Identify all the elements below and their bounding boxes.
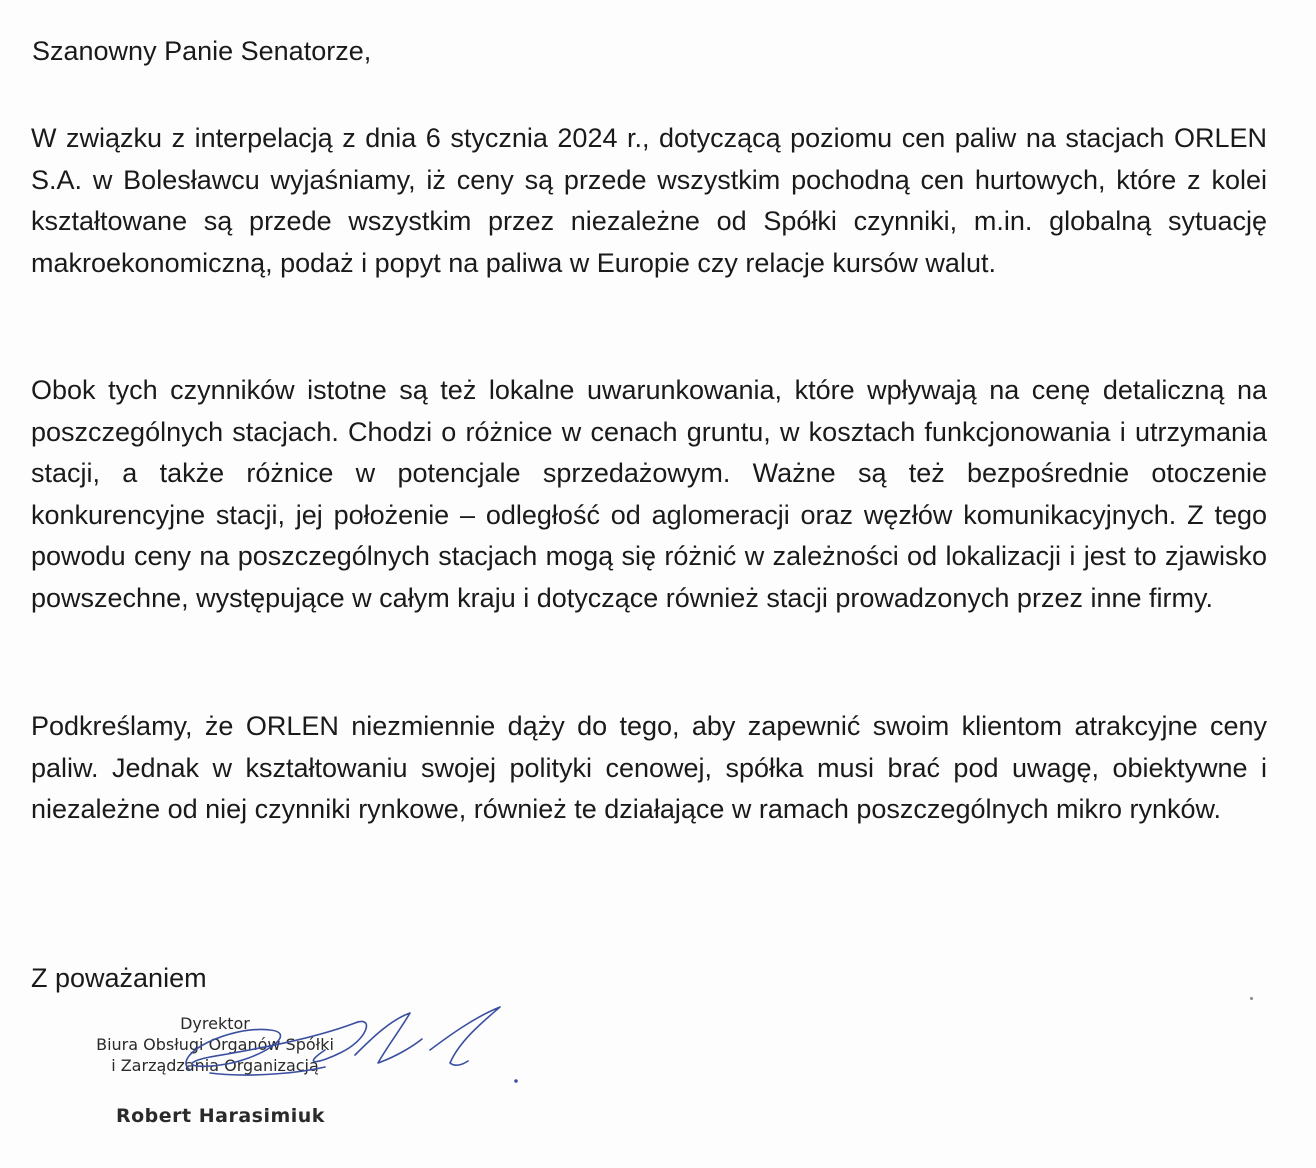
handwritten-signature [150,995,530,1095]
paragraph-1: W związku z interpelacją z dnia 6 stycznia 2024 r., dotyczącą poziomu cen paliw na stacjach ORLEN S.A. w Bolesławcu wyjaśniamy, iż ceny są przede wszystkim pochodną cen hurtowych, które z kolei kształtowane są przede wszystkim przez niezależne od Spółki czynniki, m.in. globalną sytuację makroekonomiczną, podaż i popyt na paliwa w Europie czy relacje kursów walut. [31,123,1267,278]
stamp-department-cont: i Zarządzania Organizacją [111,1056,319,1075]
scan-speck [1250,997,1253,1000]
stamp-department: Biura Obsługi Organów Spółki [96,1035,334,1054]
paragraph-3: Podkreślamy, że ORLEN niezmiennie dąży do tego, aby zapewnić swoim klientom atrakcyjne ceny paliw. Jednak w kształtowaniu swojej polityki cenowej, spółka musi brać pod uwagę, obiektywne i niezależne od niej czynniki rynkowe, również te działające w ramach poszczególnych mikro rynków. [31,711,1267,824]
salutation: Szanowny Panie Senatorze, [32,36,372,66]
stamp-title: Dyrektor [180,1014,250,1033]
paragraph-2: Obok tych czynników istotne są też lokalne uwarunkowania, które wpływają na cenę detaliczną na poszczególnych stacjach. Chodzi o różnice w cenach gruntu, w kosztach funkcjonowania i utrzymania stacji, a także różnice w potencjale sprzedażowym. Ważne są też bezpośrednie otoczenie konkurencyjne stacji, jej położenie – odległość od aglomeracji oraz węzłów komunikacyjnych. Z tego powodu ceny na poszczególnych stacjach mogą się różnić w zależności od lokalizacji i jest to zjawisko powszechne, występujące w całym kraju i dotyczące również stacji prowadzonych przez inne firmy. [31,375,1267,613]
stamp-signatory-name: Robert Harasimiuk [116,1105,325,1127]
closing-phrase: Z poważaniem [31,963,207,993]
